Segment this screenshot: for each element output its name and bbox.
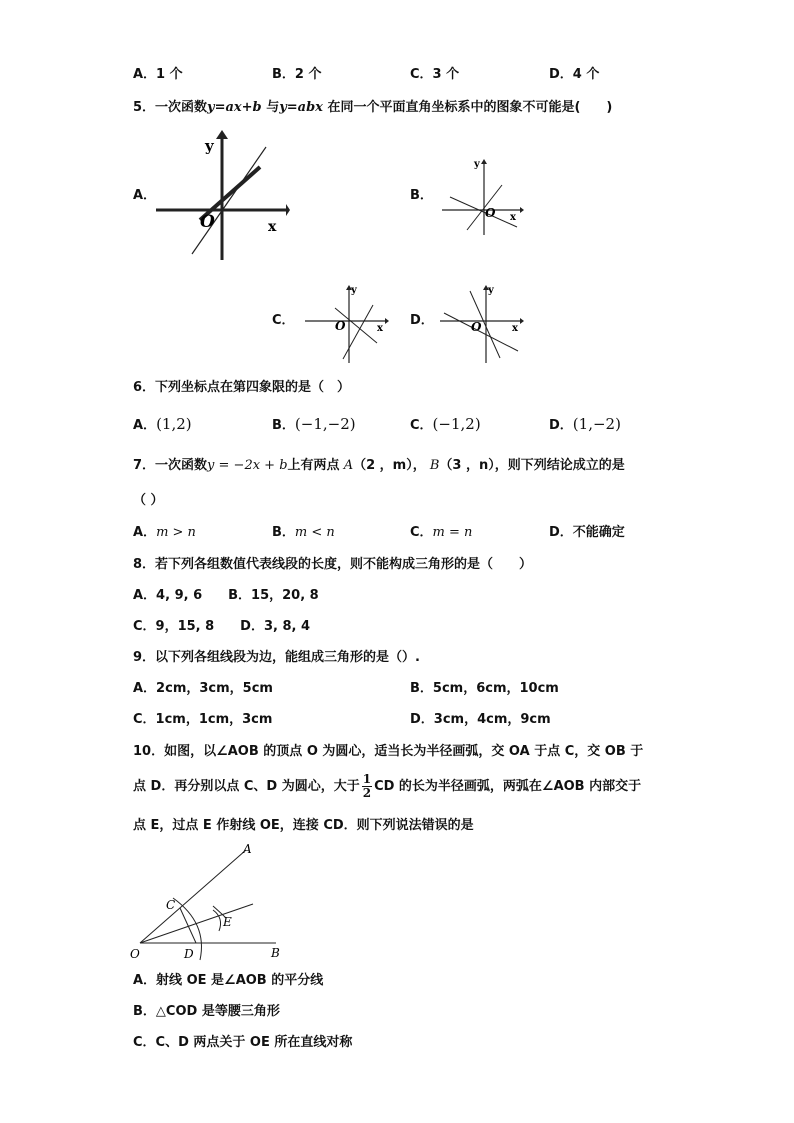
q10-figure (128, 838, 298, 968)
q10-label-e: E (223, 915, 232, 929)
q9-stem: 9．以下列各组线段为边，能组成三角形的是（）. (133, 650, 420, 665)
q10-fraction (362, 773, 372, 800)
q7-option-d (549, 525, 625, 541)
q6-label-d: D． (549, 418, 573, 433)
q10-stem-line-3: 点 E，过点 E 作射线 OE，连接 CD．则下列说法错误的是 (133, 818, 474, 833)
q8-stem: 8．若下列各组数值代表线段的长度，则不能构成三角形的是（ ） (133, 557, 533, 572)
q6-option-d (549, 416, 621, 434)
q10-stem-line-1: 10．如图，以∠AOB 的顶点 O 为圆心，适当长为半径画弧，交 OA 于点 C，交 OB 于 (133, 744, 644, 759)
q5-graph-a (150, 127, 290, 262)
q7-value-d: 不能确定 (572, 525, 625, 540)
q5-d-axis-x: x (512, 323, 518, 334)
q10-line2-part-b: CD 的长为半径画弧，两弧在∠AOB 内部交于 (374, 779, 642, 794)
q5-eq1: y=ax+b (207, 100, 262, 115)
q9-option-d: D．3cm，4cm，9cm (410, 712, 551, 727)
q7-prefix: 7．一次函数 (133, 458, 208, 473)
q6-option-c (410, 416, 481, 434)
q5-label-c: C． (272, 313, 295, 328)
q6-label-c: C． (410, 418, 433, 433)
q10-option-a: A．射线 OE 是∠AOB 的平分线 (133, 973, 324, 988)
q9-option-c: C．1cm，1cm，3cm (133, 712, 273, 727)
q8-options-row-2: C．9，15, 8 D．3, 8, 4 (133, 619, 311, 634)
q6-label-b: B． (272, 418, 295, 433)
q4-option-a: A．1 个 (133, 67, 183, 82)
q5-c-origin: O (335, 319, 346, 333)
q7-label-d: D． (549, 525, 573, 540)
q5-label-a: A． (133, 188, 157, 203)
q6-option-b (272, 416, 356, 434)
q10-frac-den: 2 (362, 786, 372, 800)
q7-func: y = −2x + b (207, 458, 288, 473)
q5-suffix: 在同一个平面直角坐标系中的图象不可能是( ) (327, 100, 613, 115)
q6-option-a (133, 416, 192, 434)
q7-label-b: B． (272, 525, 295, 540)
q4-option-b: B．2 个 (272, 67, 322, 82)
q6-stem: 6．下列坐标点在第四象限的是（ ） (133, 380, 351, 395)
q10-line2-part-a: 点 D．再分别以点 C、D 为圆心，大于 (133, 779, 360, 794)
q5-a-axis-y: y (205, 137, 214, 155)
q5-b-axis-x: x (510, 212, 516, 223)
q5-eq2: y=abx (279, 100, 323, 115)
q7-mid: 上有两点 (287, 458, 340, 473)
q7-label-c: C． (410, 525, 433, 540)
q5-a-origin: O (200, 212, 215, 232)
q5-label-d: D． (410, 313, 434, 328)
q7-value-b: m < n (294, 525, 335, 540)
q10-label-a: A (243, 842, 252, 856)
q10-option-b: B．△COD 是等腰三角形 (133, 1004, 280, 1019)
q4-option-d: D．4 个 (549, 67, 600, 82)
q6-point-c: (−1,2) (432, 415, 481, 433)
q7-option-b (272, 525, 335, 541)
q5-b-axis-y: y (474, 159, 480, 170)
q5-label-b: B． (410, 188, 433, 203)
q5-graph-b (442, 155, 524, 237)
q7-value-c: m = n (432, 525, 473, 540)
q7-label-a: A． (133, 525, 157, 540)
q5-b-origin: O (485, 206, 496, 220)
q6-point-b: (−1,−2) (294, 415, 356, 433)
q10-frac-num: 1 (362, 772, 372, 786)
q7-point-b: B (429, 458, 440, 473)
q7-value-a: m > n (156, 525, 196, 540)
q10-stem-line-2 (133, 772, 641, 802)
q10-label-d: D (184, 947, 194, 961)
q5-d-origin: O (471, 320, 482, 334)
q7-coord-b: （3 ，n），则下列结论成立的是 (439, 458, 625, 473)
q7-paren: （ ） (133, 493, 164, 508)
q5-a-axis-x: x (268, 219, 277, 235)
q4-option-c: C．3 个 (410, 67, 460, 82)
q7-coord-a: （2 ，m）， (353, 458, 426, 473)
q5-prefix: 5．一次函数 (133, 100, 208, 115)
q5-graph-d (440, 283, 525, 365)
q10-label-b: B (271, 946, 280, 960)
q6-point-d: (1,−2) (572, 415, 621, 433)
q5-c-axis-y: y (351, 285, 357, 296)
q5-stem (133, 100, 612, 116)
q7-point-a: A (343, 458, 354, 473)
q10-option-c: C．C、D 两点关于 OE 所在直线对称 (133, 1035, 353, 1050)
q8-options-row-1: A．4, 9, 6 B．15，20, 8 (133, 588, 319, 603)
q10-label-c: C (166, 898, 176, 912)
q5-graph-c (305, 283, 390, 365)
q9-option-b: B．5cm，6cm，10cm (410, 681, 559, 696)
q7-option-a (133, 525, 196, 541)
q6-point-a: (1,2) (156, 415, 192, 433)
q7-option-c (410, 525, 472, 541)
q5-c-axis-x: x (377, 323, 383, 334)
q6-label-a: A． (133, 418, 157, 433)
q5-d-axis-y: y (488, 285, 494, 296)
q10-label-o: O (130, 947, 140, 961)
q5-mid: 与 (266, 100, 280, 115)
q9-option-a: A．2cm，3cm，5cm (133, 681, 273, 696)
q7-stem (133, 458, 625, 474)
